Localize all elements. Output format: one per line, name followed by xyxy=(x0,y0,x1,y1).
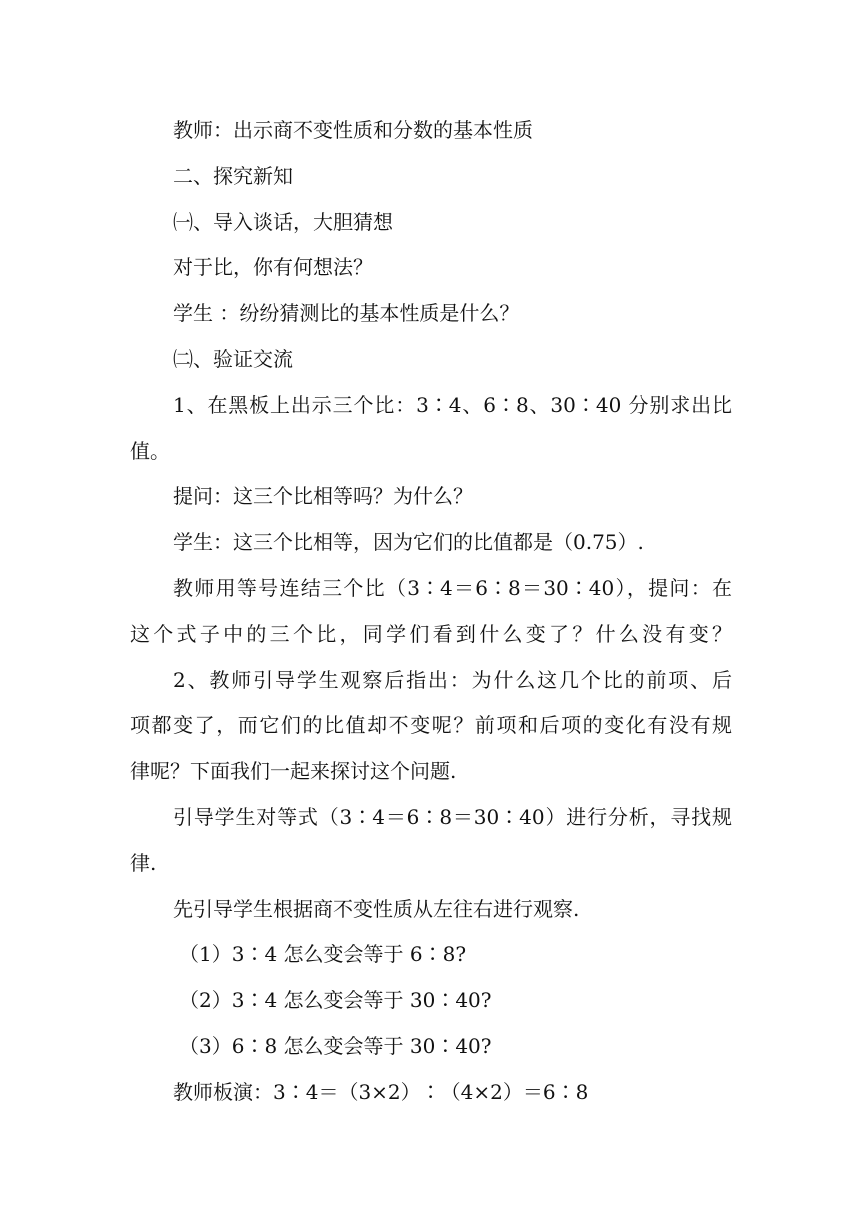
question-item: （1）3∶4 怎么变会等于 6∶8? xyxy=(179,942,467,967)
text-line: 教师：出示商不变性质和分数的基本性质 xyxy=(173,118,533,142)
text-line: 先引导学生根据商不变性质从左往右进行观察. xyxy=(173,896,580,921)
text-line: 学生 ：纷纷猜测比的基本性质是什么？ xyxy=(173,301,520,326)
text-line: 教师用等号连结三个比（3∶4＝6∶8＝30∶40），提问：在 xyxy=(173,575,732,600)
subsection-heading: ㈡、验证交流 xyxy=(173,346,293,371)
text-line: 引导学生对等式（3∶4＝6∶8＝30∶40）进行分析，寻找规 xyxy=(173,804,732,829)
question-item: （3）6∶8 怎么变会等于 30∶40? xyxy=(179,1033,492,1058)
question-item: （2）3∶4 怎么变会等于 30∶40? xyxy=(179,988,492,1013)
document-body xyxy=(130,108,732,1116)
text-line: 这个式子中的三个比，同学们看到什么变了？什么没有变？ xyxy=(130,621,732,646)
subsection-heading: ㈠、导入谈话，大胆猜想 xyxy=(173,209,393,234)
text-line: 值。 xyxy=(130,438,170,463)
text-line: 2、教师引导学生观察后指出：为什么这几个比的前项、后 xyxy=(173,667,732,692)
text-line: 律. xyxy=(130,850,157,875)
section-heading: 二、探究新知 xyxy=(173,163,293,188)
text-line: 1、在黑板上出示三个比：3∶4、6∶8、30∶40 分别求出比 xyxy=(173,392,732,417)
text-line: 对于比，你有何想法？ xyxy=(173,255,373,280)
text-line: 项都变了，而它们的比值却不变呢？前项和后项的变化有没有规 xyxy=(130,713,732,738)
text-line: 提问：这三个比相等吗？为什么？ xyxy=(173,484,473,509)
text-line: 教师板演：3∶4＝（3×2）∶（4×2）＝6∶8 xyxy=(173,1079,589,1104)
text-line: 律呢？下面我们一起来探讨这个问题. xyxy=(130,759,457,784)
text-line: 学生：这三个比相等，因为它们的比值都是（0.75）. xyxy=(173,530,644,555)
